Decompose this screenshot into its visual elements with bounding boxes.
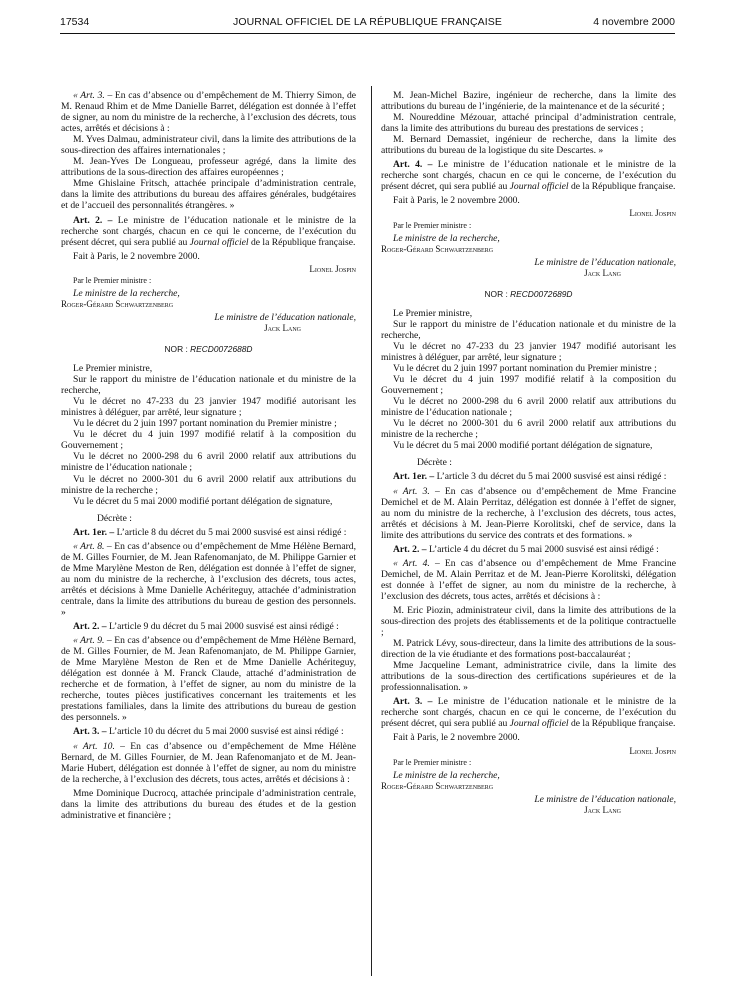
journal-title: JOURNAL OFFICIEL DE LA RÉPUBLIQUE FRANÇAISE xyxy=(233,16,502,28)
article-paragraph: Art. 1er. – L’article 8 du décret du 5 mai 2000 susvisé est ainsi rédigé : xyxy=(73,526,347,538)
paragraph: Le Premier ministre, xyxy=(73,363,153,375)
article-paragraph: « Art. 9. – En cas d’absence ou d’empêchement de Mme Hélène Bernard, de M. Gilles Fournier, de M. Jean Rafenomanjato, de M. Philippe Garnier, de Mme Marylène Meston de Ren et de Mme Danielle Achériteguy, délégation est donnée à M. Franck Claude, attaché d’administration de recherche et de formation, à l’effet de signer, au nom du ministre de la recherche, toutes pièces justificatives concernant les traitements et les prestations familiales, dans la limite des attributions du bureau de gestion des personnels. » xyxy=(61,635,356,724)
article-paragraph: Art. 4. – Le ministre de l’éducation nationale et le ministre de la recherche sont chargés, chacun en ce qui le concerne, de l’exécution du présent décret, qui sera publié au Journal officiel de la République française. xyxy=(381,159,676,193)
signature-minister-name: Jack Lang xyxy=(584,267,621,278)
header-rule xyxy=(60,33,675,34)
paragraph: Vu le décret du 2 juin 1997 portant nomination du Premier ministre ; xyxy=(73,418,337,430)
article-paragraph: Art. 3. – Le ministre de l’éducation nationale et le ministre de la recherche sont chargés, chacun en ce qui le concerne, de l’exécution du présent décret, qui sera publié au Journal officiel de la République française. xyxy=(381,696,676,730)
paragraph: Vu le décret du 5 mai 2000 modifié portant délégation de signature, xyxy=(73,495,333,507)
right-column xyxy=(381,90,676,816)
article-paragraph: Art. 3. – L’article 10 du décret du 5 mai 2000 susvisé est ainsi rédigé : xyxy=(73,726,344,738)
paragraph: Vu le décret du 5 mai 2000 modifié portant délégation de signature, xyxy=(393,440,653,452)
article-paragraph: Art. 1er. – L’article 3 du décret du 5 mai 2000 susvisé est ainsi rédigé : xyxy=(393,471,667,483)
signature-date: Fait à Paris, le 2 novembre 2000. xyxy=(73,250,200,262)
paragraph: Vu le décret no 2000-301 du 6 avril 2000 relatif aux attributions du ministre de la recherche ; xyxy=(381,418,676,441)
signature-minister-title: Le ministre de la recherche, xyxy=(393,769,500,781)
signature-prime-minister: Lionel Jospin xyxy=(309,263,356,274)
decrete-heading: Décrète : xyxy=(417,457,452,469)
paragraph: M. Noureddine Mézouar, attaché principal d’administration centrale, dans la limite des attributions du bureau des prestations de services ; xyxy=(381,112,676,135)
article-paragraph: « Art. 3. – En cas d’absence ou d’empêchement de M. Thierry Simon, de M. Renaud Rhim et de Mme Danielle Barret, délégation est donnée à l’effet de signer, au nom du ministre de la recherche, à l’exclusion des décrets, tous actes, arrêtés et décisions à : xyxy=(61,90,356,135)
signature-minister-title: Le ministre de l’éducation nationale, xyxy=(534,256,676,268)
signature-prime-minister: Lionel Jospin xyxy=(629,208,676,219)
signature-minister-title: Le ministre de la recherche, xyxy=(393,232,500,244)
paragraph: M. Jean-Yves De Longueau, professeur agrégé, dans la limite des attributions de la sous-direction des affaires européennes ; xyxy=(61,156,356,179)
signature-minister-name: Roger-Gérard Schwartzenberg xyxy=(381,243,494,254)
nor-reference: NOR : RECD0072689D xyxy=(484,288,573,299)
signature-prime-minister: Lionel Jospin xyxy=(629,745,676,756)
nor-reference: NOR : RECD0072688D xyxy=(164,343,253,354)
paragraph: Mme Dominique Ducrocq, attachée principale d’administration centrale, dans la limite des attributions du bureau des études et de la gestion administrative et financière ; xyxy=(61,787,356,821)
page-number: 17534 xyxy=(60,16,90,28)
signature-minister-name: Jack Lang xyxy=(584,804,621,815)
paragraph: Vu le décret du 2 juin 1997 portant nomination du Premier ministre ; xyxy=(393,363,657,375)
issue-date: 4 novembre 2000 xyxy=(593,16,675,28)
signature-date: Fait à Paris, le 2 novembre 2000. xyxy=(393,195,520,207)
signature-date: Fait à Paris, le 2 novembre 2000. xyxy=(393,732,520,744)
article-paragraph: « Art. 3. – En cas d’absence ou d’empêchement de Mme Francine Demichel et de M. Alain Perritaz, délégation est donnée à l’effet de signer, au nom du ministre de la recherche, à l’exclusion des décrets, tous actes, arrêtés et décisions à M. Jean-Pierre Korolitski, chef de service, dans la limite des attributions du service des contrats et des formations. » xyxy=(381,485,676,541)
paragraph: M. Patrick Lévy, sous-directeur, dans la limite des attributions de la sous-direction de la vie étudiante et des formations post-baccalauréat ; xyxy=(381,638,676,661)
paragraph: M. Eric Piozin, administrateur civil, dans la limite des attributions de la sous-direction des projets des établissements et de la politique contractuelle ; xyxy=(381,604,676,639)
article-paragraph: Art. 2. – L’article 9 du décret du 5 mai 2000 susvisé est ainsi rédigé : xyxy=(73,621,339,633)
paragraph: M. Yves Dalmau, administrateur civil, dans la limite des attributions de la sous-direction des affaires internationales ; xyxy=(61,134,356,157)
article-paragraph: Art. 2. – L’article 4 du décret du 5 mai 2000 susvisé est ainsi rédigé : xyxy=(393,543,659,555)
article-paragraph: « Art. 8. – En cas d’absence ou d’empêchement de Mme Hélène Bernard, de M. Gilles Fournier, de M. Jean Rafenomanjato, de M. Philippe Garnier et de Mme Marylène Meston de Ren, délégation est donnée à l’effet de signer, au nom du ministre de la recherche, à l’exclusion des décrets, tous actes, arrêtés et décisions à Mme Danielle Achériteguy, attachée d’administration centrale, dans la limite des attributions du bureau de gestion des personnels. » xyxy=(61,540,356,619)
signature-minister-title: Le ministre de l’éducation nationale, xyxy=(214,311,356,323)
article-paragraph: « Art. 10. – En cas d’absence ou d’empêchement de Mme Hélène Bernard, de M. Gilles Fournier, de M. Jean Rafenomanjato et de M. Jean-Marie Hubert, délégation est donnée à l’effet de signer, au nom du ministre de la recherche, à l’exclusion des décrets, tous actes, arrêtés et décisions à : xyxy=(61,740,356,785)
paragraph: M. Bernard Demassiet, ingénieur de recherche, dans la limite des attributions du bureau de la logistique du site Descartes. » xyxy=(381,134,676,157)
signature-minister-name: Jack Lang xyxy=(264,322,301,333)
signature-minister-title: Le ministre de l’éducation nationale, xyxy=(534,793,676,805)
decrete-heading: Décrète : xyxy=(97,512,132,524)
paragraph: Mme Jacqueline Lemant, administratrice civile, dans la limite des attributions de la sous-direction des certifications supérieures et de la professionnalisation. » xyxy=(381,660,676,694)
paragraph: Sur le rapport du ministre de l’éducation nationale et du ministre de la recherche, xyxy=(381,318,676,341)
signature-by-line: Par le Premier ministre : xyxy=(393,757,472,767)
paragraph: Vu le décret no 2000-301 du 6 avril 2000 relatif aux attributions du ministre de la recherche ; xyxy=(61,473,356,496)
signature-by-line: Par le Premier ministre : xyxy=(73,275,152,285)
paragraph: Vu le décret du 4 juin 1997 modifié relatif à la composition du Gouvernement ; xyxy=(381,374,676,397)
signature-minister-name: Roger-Gérard Schwartzenberg xyxy=(381,780,494,791)
column-divider xyxy=(371,86,372,976)
signature-minister-title: Le ministre de la recherche, xyxy=(73,287,180,299)
paragraph: Mme Ghislaine Fritsch, attachée principale d’administration centrale, dans la limite des attributions du bureau des affaires générales, budgétaires et de l’accueil des personnalités étrangères. » xyxy=(61,178,356,212)
paragraph: M. Jean-Michel Bazire, ingénieur de recherche, dans la limite des attributions du bureau de l’ingénierie, de la maintenance et de la sécurité ; xyxy=(381,90,676,113)
paragraph: Vu le décret no 2000-298 du 6 avril 2000 relatif aux attributions du ministre de l’éducation nationale ; xyxy=(381,396,676,419)
paragraph: Vu le décret no 47-233 du 23 janvier 1947 modifié autorisant les ministres à déléguer, par arrêté, leur signature ; xyxy=(381,340,676,363)
paragraph: Vu le décret no 2000-298 du 6 avril 2000 relatif aux attributions du ministre de l’éducation nationale ; xyxy=(61,451,356,474)
paragraph: Le Premier ministre, xyxy=(393,307,473,319)
article-paragraph: Art. 2. – Le ministre de l’éducation nationale et le ministre de la recherche sont chargés, chacun en ce qui le concerne, de l’exécution du présent décret, qui sera publié au Journal officiel de la République française. xyxy=(61,214,356,248)
signature-minister-name: Roger-Gérard Schwartzenberg xyxy=(61,298,174,309)
signature-by-line: Par le Premier ministre : xyxy=(393,220,472,230)
left-column xyxy=(61,90,356,821)
page-header xyxy=(60,16,675,30)
article-paragraph: « Art. 4. – En cas d’absence ou d’empêchement de Mme Francine Demichel, de M. Alain Perritaz et de M. Jean-Pierre Korolitski, délégation est donnée à l’effet de signer, au nom du ministre de la recherche, à l’exclusion des décrets, tous actes, arrêtés et décisions à : xyxy=(381,557,676,602)
paragraph: Vu le décret du 4 juin 1997 modifié relatif à la composition du Gouvernement ; xyxy=(61,429,356,452)
paragraph: Vu le décret no 47-233 du 23 janvier 1947 modifié autorisant les ministres à déléguer, par arrêté, leur signature ; xyxy=(61,396,356,419)
paragraph: Sur le rapport du ministre de l’éducation nationale et du ministre de la recherche, xyxy=(61,374,356,397)
